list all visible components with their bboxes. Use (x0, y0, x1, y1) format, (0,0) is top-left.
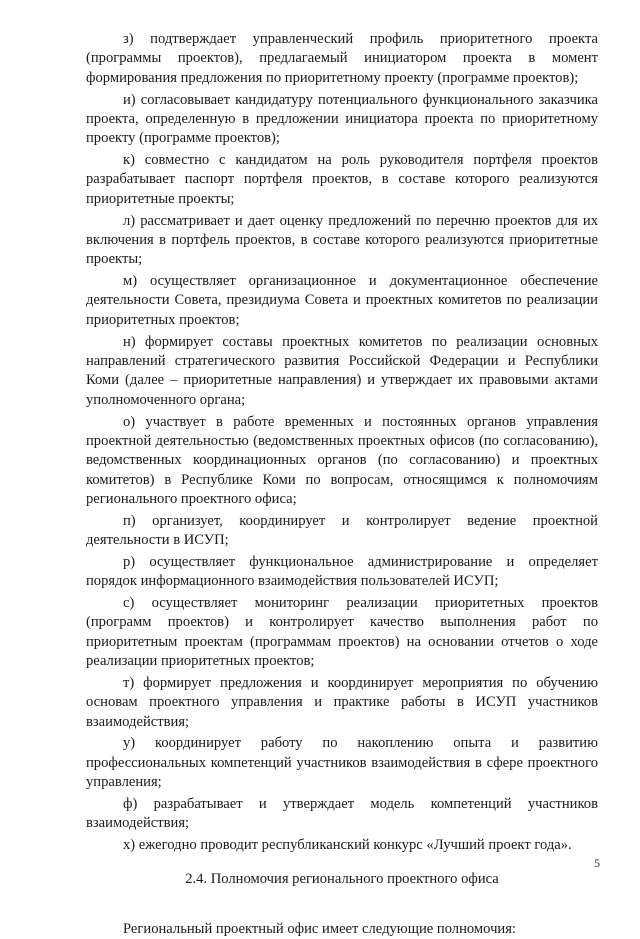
list-item-s: с) осуществляет мониторинг реализации приоритетных проектов (программ проектов) и контролирует качество выполнения работ по приоритетным проектам (программам проектов) на основании отчетов о ходе реализации приоритетных проектов; (86, 595, 598, 670)
list-item-kh: х) ежегодно проводит республиканский конкурс «Лучший проект года». (123, 837, 572, 854)
list-item-i: и) согласовывает кандидатуру потенциального функционального заказчика проекта, определенную в предложении инициатора проекта по приоритетному проекту (программе проектов); (86, 91, 598, 147)
list-item-o: о) участвует в работе временных и постоянных органов управления проектной деятельностью (ведомственных проектных офисов (по согласованию), ведомственных координационных органов (по согласованию) и проектных комитетов) в Республике Коми по вопросам, относящимся к полномочиям регионального проектного офиса; (86, 413, 598, 508)
list-item-p: п) организует, координирует и контролирует ведение проектной деятельности в ИСУП; (86, 512, 598, 549)
section-heading: 2.4. Полномочия регионального проектного офиса (185, 870, 499, 887)
list-item-u: у) координирует работу по накоплению опыта и развитию профессиональных компетенций участников взаимодействия в сфере проектного управления; (86, 735, 598, 791)
list-item-l: л) рассматривает и дает оценку предложений по перечню проектов для их включения в портфель проектов, в составе которого реализуются приоритетные проекты; (86, 212, 598, 268)
list-item-m: м) осуществляет организационное и документационное обеспечение деятельности Совета, президиума Совета и проектных комитетов по реализации приоритетных проектов; (86, 273, 598, 328)
list-item-k: к) совместно с кандидатом на роль руководителя портфеля проектов разрабатывает паспорт портфеля проектов, в составе которого реализуются приоритетные проекты; (86, 152, 598, 207)
list-item-z: з) подтверждает управленческий профиль приоритетного проекта (программы проектов), предлагаемый инициатором проекта в момент формирования предложения по приоритетному проекту (программе проектов); (86, 31, 598, 86)
section-intro: Региональный проектный офис имеет следующие полномочия: (123, 920, 516, 937)
document-body (86, 30, 598, 939)
list-item-f: ф) разрабатывает и утверждает модель компетенций участников взаимодействия; (86, 796, 598, 832)
page-number: 5 (594, 856, 600, 870)
list-item-n: н) формирует составы проектных комитетов по реализации основных направлений стратегического развития Российской Федерации и Республики Коми (далее – приоритетные направления) и утверждает их правовыми актами уполномоченного органа; (86, 333, 598, 408)
list-item-r: р) осуществляет функциональное администрирование и определяет порядок информационного взаимодействия пользователей ИСУП; (86, 553, 598, 590)
list-item-t: т) формирует предложения и координирует мероприятия по обучению основам проектного управления и практике работы в ИСУП участников взаимодействия; (86, 674, 598, 730)
